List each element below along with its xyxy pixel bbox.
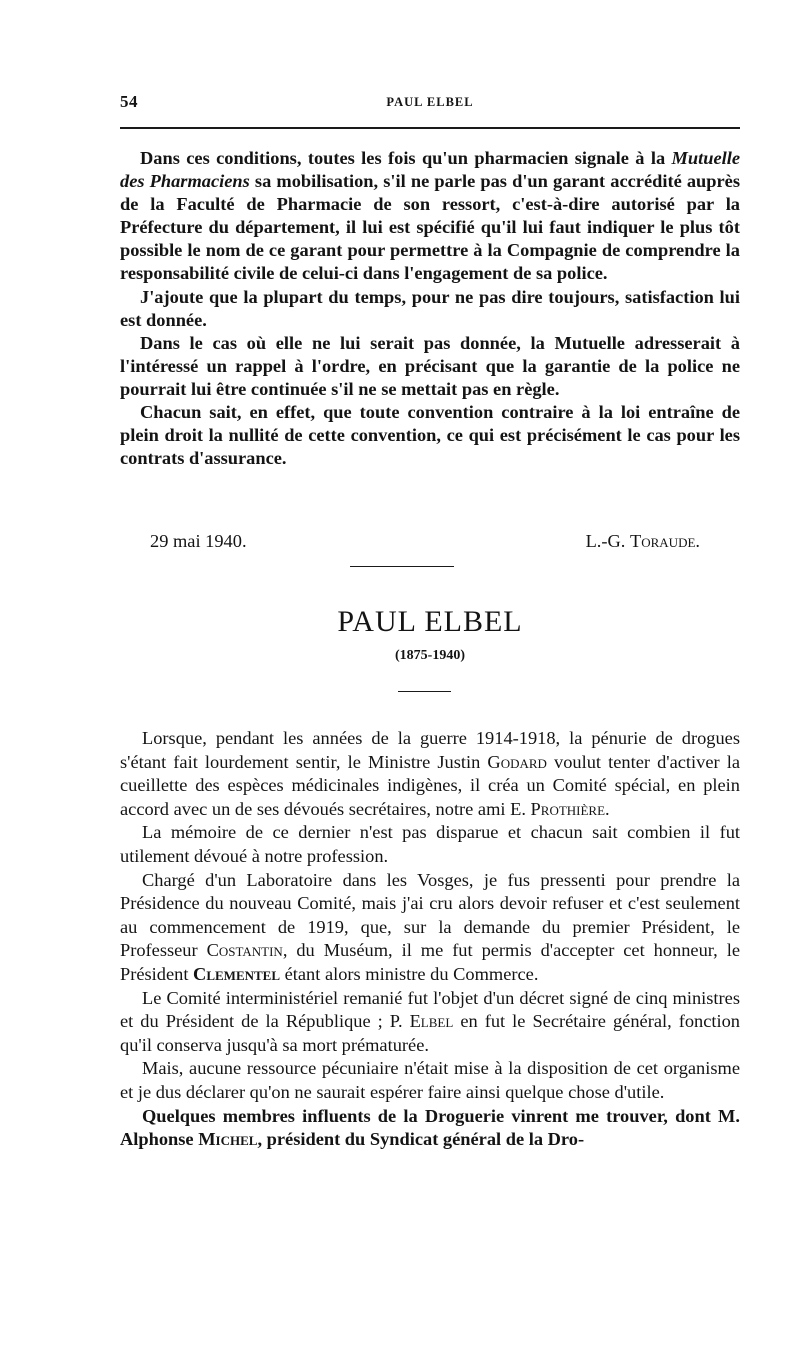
person-name: Prothière bbox=[530, 798, 606, 819]
paragraph-text: Mais, aucune ressource pécuniaire n'était mise à la disposition de cet organisme et je dus déclarer qu'on ne saurait espérer faire ainsi quelque chose d'utile. bbox=[120, 1058, 740, 1102]
running-header bbox=[120, 92, 740, 114]
person-name: Elbel bbox=[409, 1011, 454, 1032]
paragraph-text: en fut le Secrétaire général, fonction qu'il conserva jusqu'à sa mort prématurée. bbox=[120, 1011, 740, 1055]
paragraph: Chacun sait, en effet, que toute convention contraire à la loi entraîne de plein droit la nullité de cette convention, ce qui est précisément le cas pour les contrats d'assurance. bbox=[120, 402, 740, 469]
article-dates: (1875-1940) bbox=[395, 648, 465, 663]
person-name: Michel bbox=[198, 1129, 258, 1150]
paragraph bbox=[120, 821, 740, 868]
author-initials: L.-G. bbox=[585, 531, 630, 551]
paragraph: Dans le cas où elle ne lui serait pas donnée, la Mutuelle adresserait à l'intéressé un rappel à l'ordre, en précisant que la garantie de la police ne pourrait lui être continuée s'il ne se mettait pas en règle. bbox=[120, 332, 740, 399]
paragraph bbox=[120, 1057, 740, 1104]
header-rule bbox=[120, 127, 740, 129]
paragraph-text: Dans ces conditions, toutes les fois qu'un pharmacien signale à la bbox=[140, 148, 672, 168]
paragraph-text: sa mobilisation, s'il ne parle pas d'un garant accrédité auprès de la Faculté de Pharmacie de son ressort, c'est-à-dire autorisé par la Préfecture du département, il lui est spécifié qu'il lui faut indiquer le plus tôt possible le nom de ce garant pour permettre à la Compagnie de comprendre la responsabilité civile de celui-ci dans l'engagement de sa police. bbox=[120, 171, 740, 284]
paragraph-text: Chargé d'un Laboratoire dans les Vosges, je fus pressenti pour prendre la Présidence du nouveau Comité, mais j'ai cru alors devoir refuser et c'est seulement au commencement de 1919, que, sur la demande du premier Président, le Professeur bbox=[120, 869, 740, 961]
article-title: PAUL ELBEL bbox=[337, 605, 523, 638]
paragraph bbox=[120, 727, 740, 821]
paragraph-text: Lorsque, pendant les années de la guerre 1914-1918, la pénurie de drogues s'étant fait lourdement sentir, le Ministre Justin bbox=[120, 728, 740, 772]
title-divider bbox=[398, 691, 451, 692]
author-name: Toraude. bbox=[630, 531, 700, 551]
person-name: Costantin bbox=[206, 940, 283, 961]
person-name: Clementel bbox=[193, 963, 281, 984]
paragraph bbox=[120, 869, 740, 987]
section-divider bbox=[350, 566, 454, 567]
paragraph-text: La mémoire de ce dernier n'est pas disparue et chacun sait combien il fut utilement dévoué à notre profession. bbox=[120, 822, 740, 866]
paragraph-text: voulut tenter d'activer la cueillette des espèces médicinales indigènes, il créa un Comité spécial, en plein accord avec un de ses dévoués secrétaires, notre ami E. bbox=[120, 751, 741, 819]
paragraph bbox=[120, 987, 740, 1058]
paragraph: J'ajoute que la plupart du temps, pour ne pas dire toujours, satisfaction lui est donnée. bbox=[120, 286, 740, 330]
paragraph-text: Quelques membres influents de la Droguerie vinrent me trouver, dont M. Alphonse bbox=[120, 1105, 740, 1150]
letter-body bbox=[120, 147, 740, 470]
page-number: 54 bbox=[120, 92, 138, 111]
journal-name: Mutuelle des Pharmaciens bbox=[120, 148, 740, 192]
paragraph-text: Le Comité interministériel remanié fut l'objet d'un décret signé de cinq ministres et du Président de la République ; P. bbox=[120, 987, 740, 1032]
obituary-body bbox=[120, 727, 740, 1152]
signature-line bbox=[120, 531, 740, 555]
letter-date: 29 mai 1940. bbox=[150, 531, 247, 551]
paragraph-text: , du Muséum, il me fut permis d'accepter cet honneur, le Président bbox=[120, 940, 740, 984]
paragraph-text: . bbox=[605, 798, 610, 819]
paragraph bbox=[120, 147, 740, 286]
letter-author bbox=[586, 531, 700, 552]
person-name: Godard bbox=[487, 751, 547, 772]
paragraph-text: étant alors ministre du Commerce. bbox=[280, 963, 539, 984]
running-title: PAUL ELBEL bbox=[386, 95, 474, 109]
paragraph-text: , président du Syndicat général de la Dro- bbox=[257, 1129, 585, 1150]
paragraph bbox=[120, 1105, 740, 1152]
